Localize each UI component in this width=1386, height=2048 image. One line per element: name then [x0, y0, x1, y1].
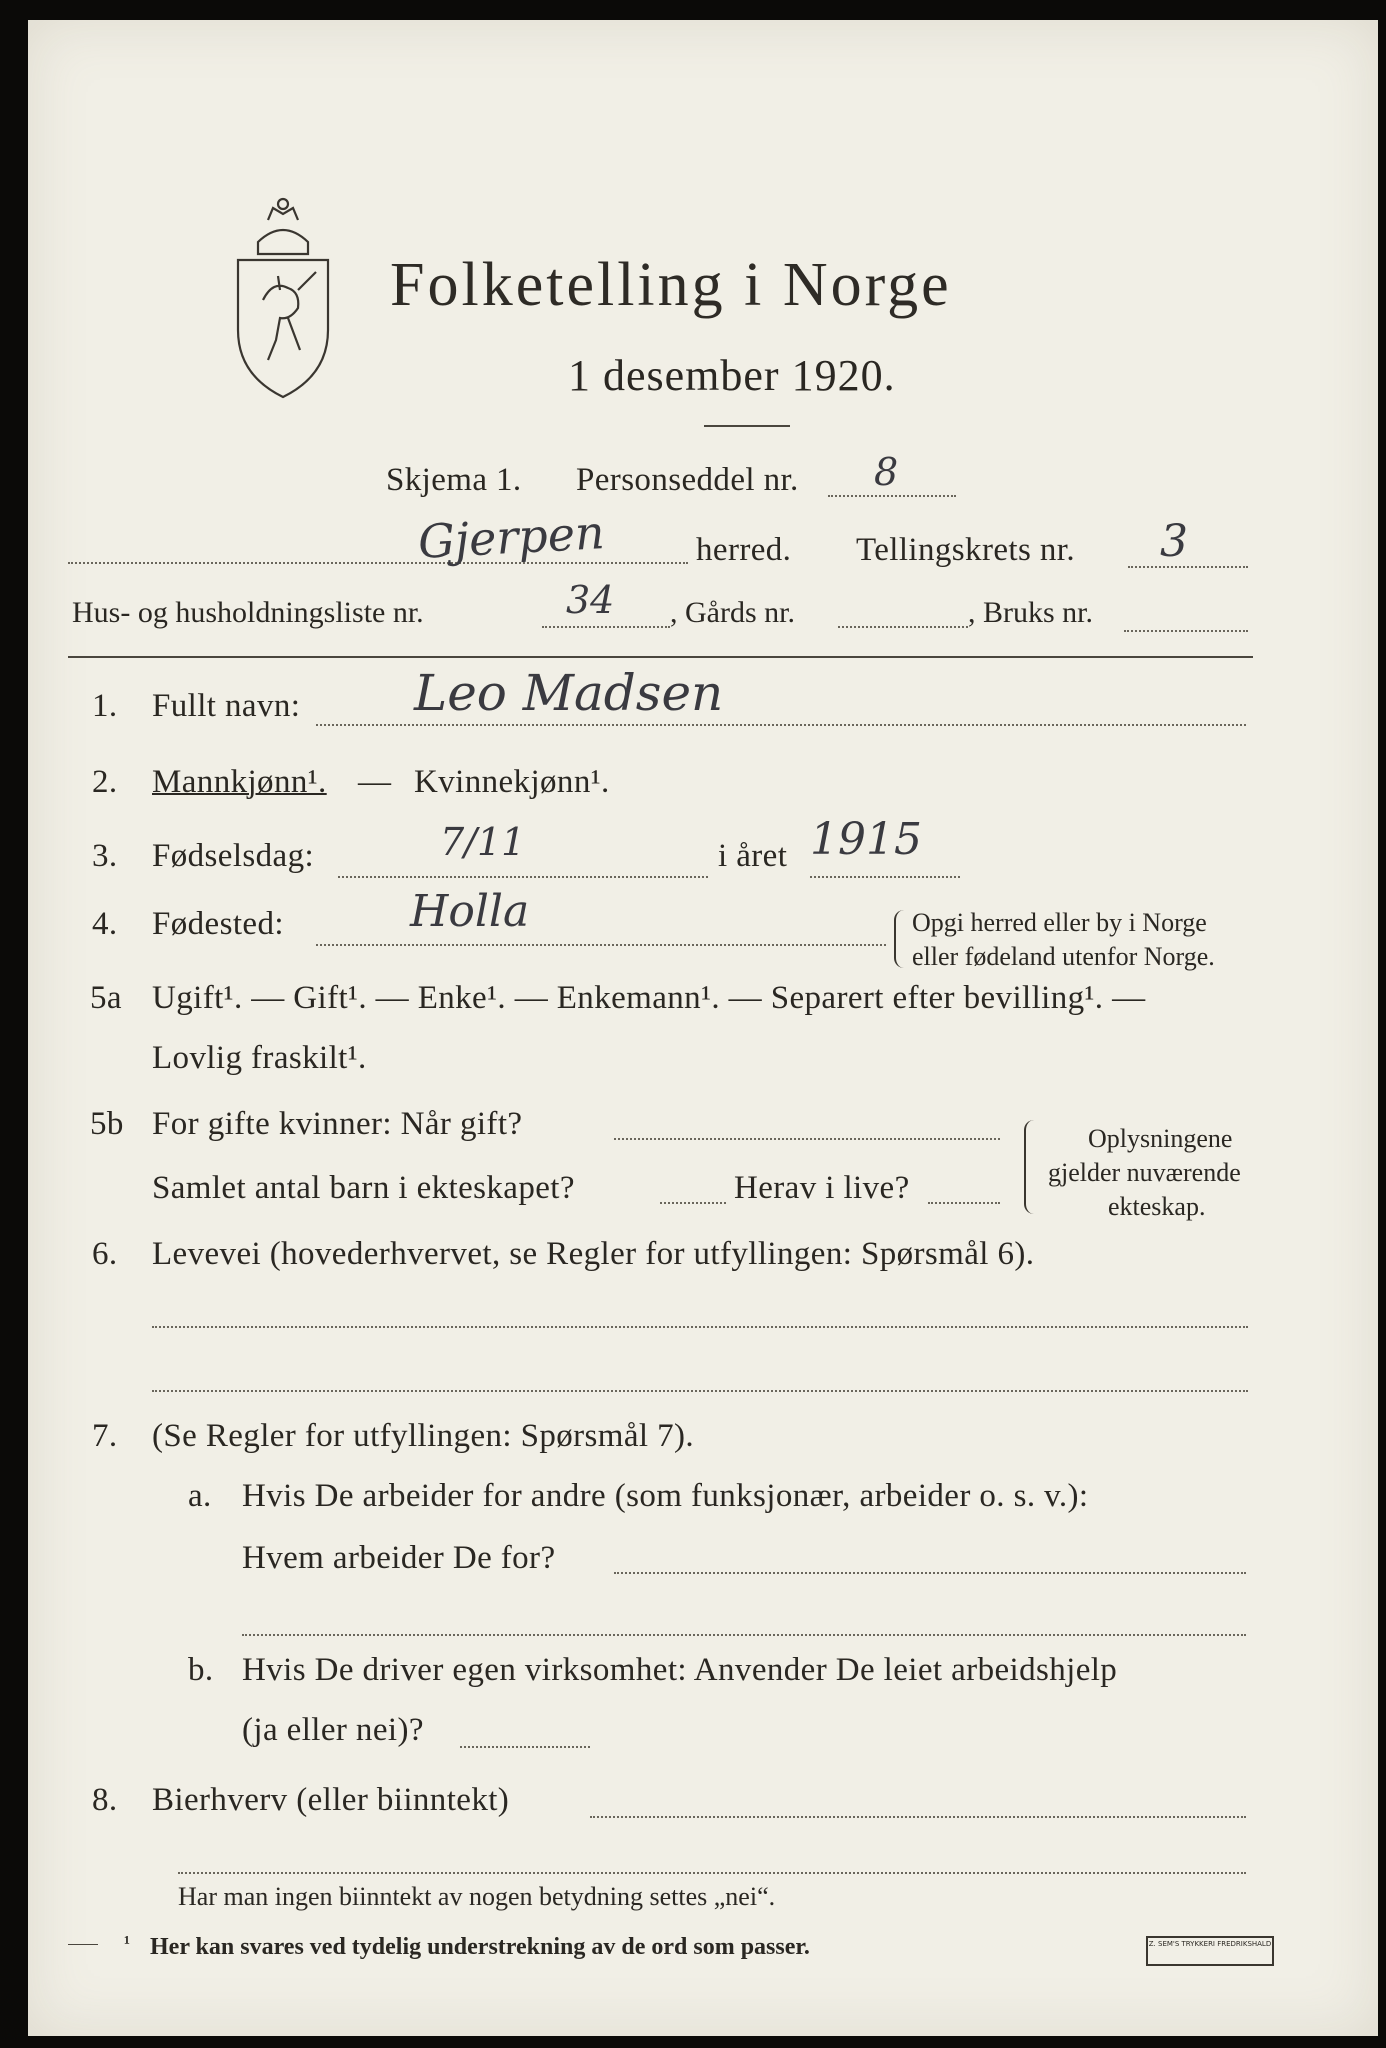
tellingskrets-line	[1128, 566, 1248, 568]
q1-number: 1.	[92, 688, 118, 724]
q7a-line2: Hvem arbeider De for?	[242, 1540, 556, 1576]
secondary-income-line-1[interactable]	[590, 1816, 1246, 1818]
children-line[interactable]	[660, 1202, 726, 1204]
title-divider	[704, 425, 790, 427]
q3-number: 3.	[92, 838, 118, 874]
q4-line	[316, 944, 886, 946]
schema-label: Skjema 1.	[386, 462, 522, 498]
secondary-income-line-2[interactable]	[178, 1872, 1246, 1874]
personseddel-value[interactable]: 8	[874, 450, 899, 494]
q1-line	[316, 724, 1246, 726]
printer-stamp: Z. SEM'S TRYKKERI FREDRIKSHALD	[1146, 1936, 1274, 1966]
husliste-value[interactable]: 34	[566, 578, 615, 622]
birth-year-value[interactable]: 1915	[810, 814, 922, 865]
gards-label: , Gårds nr.	[670, 596, 795, 629]
q5b-note-3: ekteskap.	[1108, 1192, 1206, 1221]
q1-label: Fullt navn:	[152, 688, 301, 724]
q5b-alive-label: Herav i live?	[734, 1170, 910, 1206]
occupation-line-1[interactable]	[152, 1326, 1248, 1328]
herred-value[interactable]: Gjerpen	[416, 505, 606, 569]
employer-line-1[interactable]	[614, 1572, 1246, 1574]
bruks-line	[1124, 630, 1248, 632]
q5b-number: 5b	[90, 1106, 124, 1142]
birth-date-value[interactable]: 7/11	[440, 820, 526, 864]
birthplace-value[interactable]: Holla	[410, 886, 530, 937]
q4-number: 4.	[92, 906, 118, 942]
q5b-children-label: Samlet antal barn i ekteskapet?	[152, 1170, 575, 1206]
husliste-label: Hus- og husholdningsliste nr.	[72, 596, 424, 629]
q7b-line2: (ja eller nei)?	[242, 1712, 424, 1748]
occupation-line-2[interactable]	[152, 1390, 1248, 1392]
q4-note-1: Opgi herred eller by i Norge	[912, 908, 1207, 937]
census-form	[28, 20, 1378, 2036]
personseddel-label: Personseddel nr.	[576, 462, 799, 498]
personseddel-line	[828, 495, 956, 497]
bruks-label: , Bruks nr.	[968, 596, 1094, 629]
q8-label: Bierhverv (eller biinntekt)	[152, 1782, 510, 1818]
q5b-note-1: Oplysningene	[1088, 1124, 1233, 1153]
q3-line	[338, 876, 708, 878]
marital-status-options[interactable]: Ugift¹. — Gift¹. — Enke¹. — Enkemann¹. — Separert efter bevilling¹. —	[152, 980, 1146, 1016]
footnote-dash	[68, 1944, 98, 1945]
female-option[interactable]: Kvinnekjønn¹.	[414, 764, 610, 800]
q2-number: 2.	[92, 764, 118, 800]
income-note: Har man ingen biinntekt av nogen betydning settes „nei“.	[178, 1882, 776, 1911]
q5b-line1: For gifte kvinner: Når gift?	[152, 1106, 523, 1142]
male-option[interactable]: Mannkjønn¹.	[152, 764, 327, 800]
herred-line	[68, 562, 688, 564]
q7-text: (Se Regler for utfyllingen: Spørsmål 7).	[152, 1418, 695, 1454]
coat-of-arms-icon	[228, 190, 338, 405]
tellingskrets-label: Tellingskrets nr.	[856, 532, 1075, 568]
alive-line[interactable]	[928, 1202, 1000, 1204]
employer-line-2[interactable]	[242, 1634, 1246, 1636]
q4-label: Fødested:	[152, 906, 284, 942]
tellingskrets-value[interactable]: 3	[1160, 516, 1188, 567]
q4-note-2: eller fødeland utenfor Norge.	[912, 942, 1215, 971]
q5b-note-2: gjelder nuværende	[1048, 1158, 1241, 1187]
footnote-text: Her kan svares ved tydelig understrekning av de ord som passer.	[150, 1934, 810, 1960]
q7-number: 7.	[92, 1418, 118, 1454]
year-line	[810, 876, 960, 878]
census-date: 1 desember 1920.	[568, 351, 896, 400]
footnote-mark: ¹	[124, 1932, 130, 1954]
q7b-line1: Hvis De driver egen virksomhet: Anvender De leiet arbeidshjelp	[242, 1652, 1118, 1688]
q8-number: 8.	[92, 1782, 118, 1818]
husliste-line	[542, 626, 670, 628]
q6-text: Levevei (hovederhvervet, se Regler for utfyllingen: Spørsmål 6).	[152, 1236, 1035, 1272]
marital-status-divorced[interactable]: Lovlig fraskilt¹.	[152, 1040, 367, 1076]
q7b-letter: b.	[188, 1652, 214, 1688]
herred-label: herred.	[696, 532, 792, 568]
year-label: i året	[718, 838, 788, 874]
q7a-letter: a.	[188, 1478, 212, 1514]
hired-help-line[interactable]	[460, 1746, 590, 1748]
gards-line	[838, 626, 968, 628]
form-title: Folketelling i Norge	[390, 251, 952, 319]
q3-label: Fødselsdag:	[152, 838, 315, 874]
full-name-value[interactable]: Leo Madsen	[414, 664, 724, 722]
header-divider	[68, 656, 1253, 658]
q4-brace	[894, 910, 904, 968]
q5b-brace	[1024, 1120, 1034, 1214]
q2-separator: —	[358, 764, 392, 800]
married-when-line[interactable]	[614, 1138, 1000, 1140]
q6-number: 6.	[92, 1236, 118, 1272]
q5a-number: 5a	[90, 980, 122, 1016]
q7a-line1: Hvis De arbeider for andre (som funksjonær, arbeider o. s. v.):	[242, 1478, 1089, 1514]
